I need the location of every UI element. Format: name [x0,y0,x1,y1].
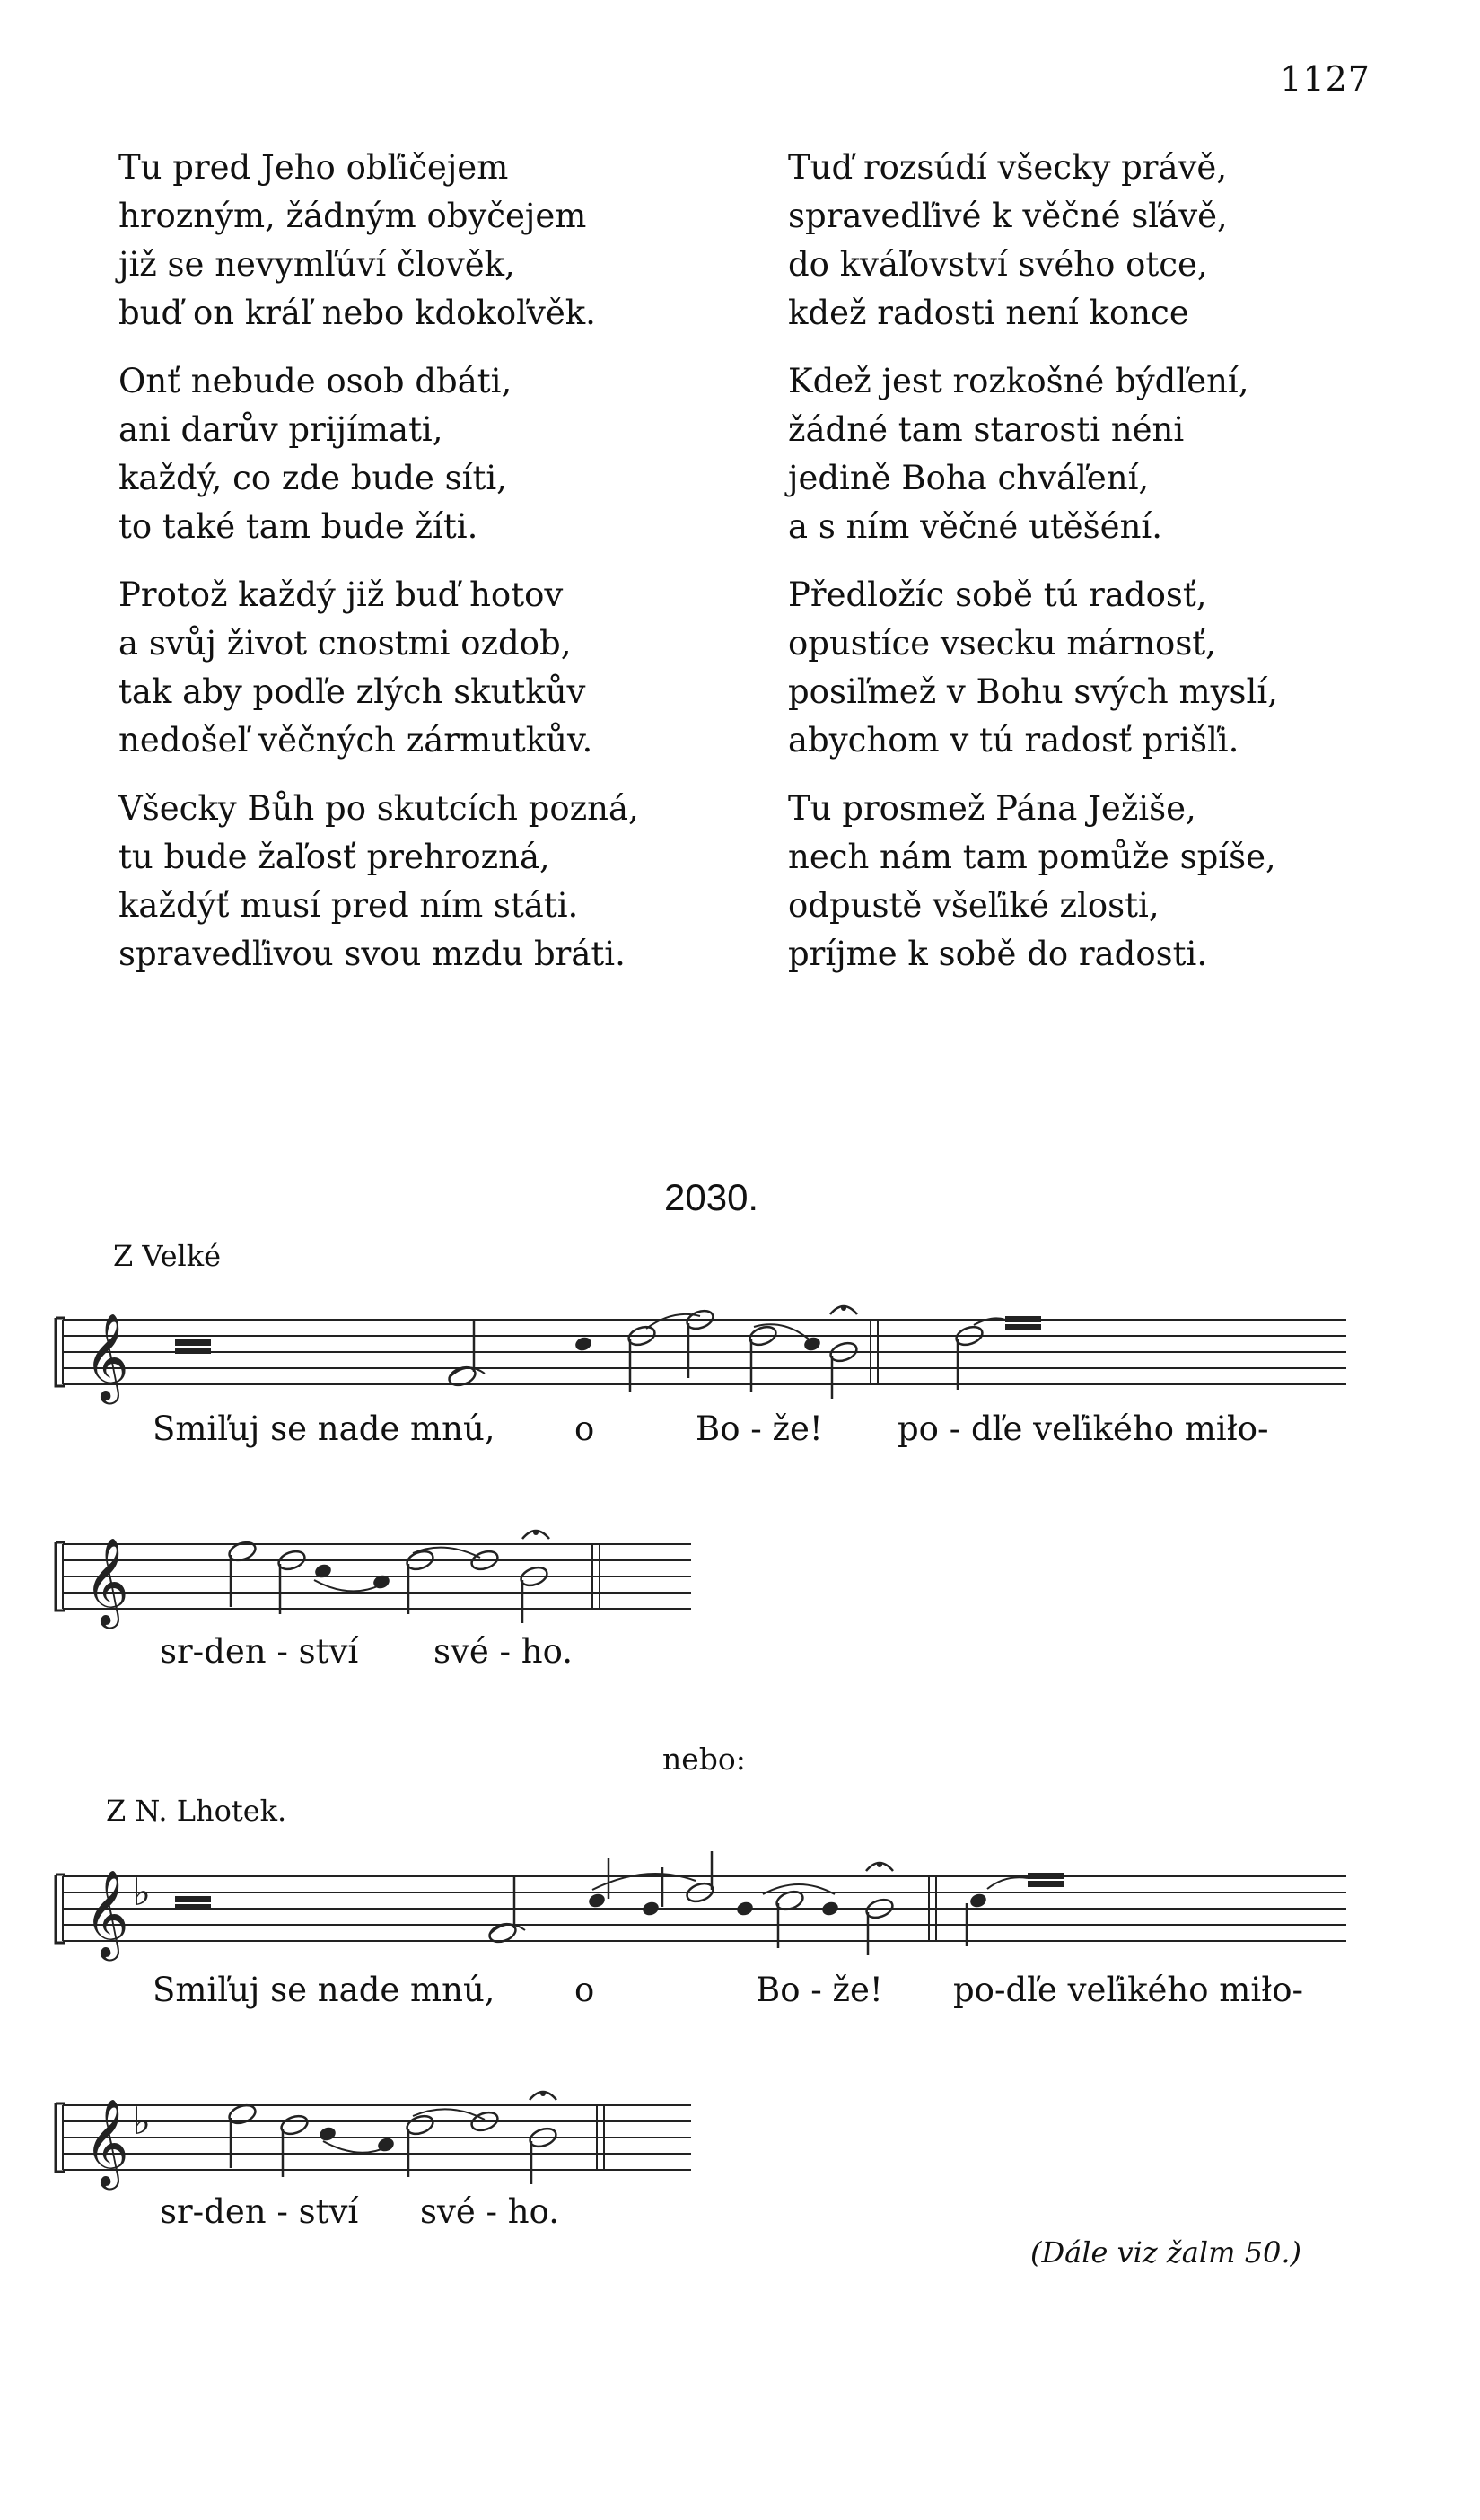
page-number: 1127 [1280,59,1371,99]
treble-clef-icon: 𝄞 [84,1537,129,1625]
stanza [788,357,1416,551]
verse-line: kdež radosti není konce [788,294,1189,332]
verse-line: Tuď rozsúdí všecky právě, [788,148,1228,187]
treble-clef-icon: 𝄞 [84,2098,129,2186]
left-column [118,144,711,998]
lyric-syllable: po-dľe veľikého miło- [953,1971,1303,2009]
verse-line: opustíce vsecku márnosť, [788,624,1216,663]
treble-clef-icon: 𝄞 [84,1313,129,1400]
stanza [788,144,1416,338]
right-column [788,144,1416,998]
hymn-number: 2030. [664,1176,759,1218]
treble-clef-icon: 𝄞 [84,1869,129,1957]
separator-label: nebo: [662,1742,746,1777]
verse-line: ani darův prijímati, [118,410,443,449]
stanza [788,785,1416,979]
verse-line: Tu pred Jeho obľičejem [118,148,509,187]
verse-line: již se nevymľúví člověk, [118,245,515,284]
verse-line: spravedľivé k věčné sľávě, [788,197,1228,235]
source-label: Z N. Lhotek. [106,1794,287,1828]
verse-line: posiľmež v Bohu svých myslí, [788,672,1278,711]
music-staff [54,1517,700,1634]
lyric-syllable: o [574,1409,595,1448]
verse-line: tak aby podľe zlých skutkův [118,672,586,711]
lyric-syllable: Smiľuj se nade mnú, [153,1971,495,2009]
verse-line: odpustě všeľiké zlosti, [788,886,1160,925]
verse-line: Kdež jest rozkošné býdľení, [788,362,1249,400]
lyric-syllable: o [574,1971,595,2009]
verse-line: do kváľovství svého otce, [788,245,1208,284]
verse-line: buď on kráľ nebo kdokoľvěk. [118,294,596,332]
verse-line: nedošeľ věčných zármutkův. [118,721,593,760]
verse-line: a s ním věčné utěšéní. [788,507,1162,546]
verse-line: spravedľivou svou mzdu bráti. [118,935,626,973]
music-staff [54,2078,700,2195]
verse-line: tu bude žaľosť prehrozná, [118,838,550,876]
verse-line: Předložíc sobě tú radosť, [788,575,1207,614]
flat-icon: ♭ [133,1870,151,1914]
source-label: Z Velké [113,1239,222,1273]
lyric-syllable: sr-den - ství [160,1632,359,1671]
verse-line: každýť musí pred ním státi. [118,886,579,925]
verse-line: Všecky Bůh po skutcích pozná, [118,789,639,828]
music-staff [54,1293,1382,1409]
verse-line: Protož každý již buď hotov [118,575,564,614]
verse-line: hrozným, žádným obyčejem [118,197,587,235]
lyric-syllable: své - ho. [433,1632,574,1671]
verse-line: nech nám tam pomůže spíše, [788,838,1276,876]
footnote: (Dále viz žalm 50.) [1030,2235,1301,2270]
verse-line: jedině Boha chváľení, [788,459,1150,497]
verse-line: Onť nebude osob dbáti, [118,362,512,400]
flat-icon: ♭ [133,2099,151,2143]
lyric-syllable: své - ho. [420,2192,560,2231]
lyric-syllable: Bo - že! [696,1409,823,1448]
stanza [118,785,711,979]
stanza [118,357,711,551]
music-staff [54,1849,1382,1966]
lyric-syllable: Smiľuj se nade mnú, [153,1409,495,1448]
verse-line: Tu prosmež Pána Ježiše, [788,789,1196,828]
lyric-syllable: po - dľe veľikého miło- [898,1409,1269,1448]
verse-line: to také tam bude žíti. [118,507,478,546]
lyric-syllable: Bo - že! [756,1971,883,2009]
verse-line: abychom v tú radosť prišľi. [788,721,1239,760]
stanza [788,571,1416,765]
lyric-syllable: sr-den - ství [160,2192,359,2231]
verse-line: a svůj život cnostmi ozdob, [118,624,572,663]
verse-line: žádné tam starosti néni [788,410,1185,449]
verse-line: príjme k sobě do radosti. [788,935,1208,973]
stanza [118,571,711,765]
verse-line: každý, co zde bude síti, [118,459,507,497]
stanza [118,144,711,338]
